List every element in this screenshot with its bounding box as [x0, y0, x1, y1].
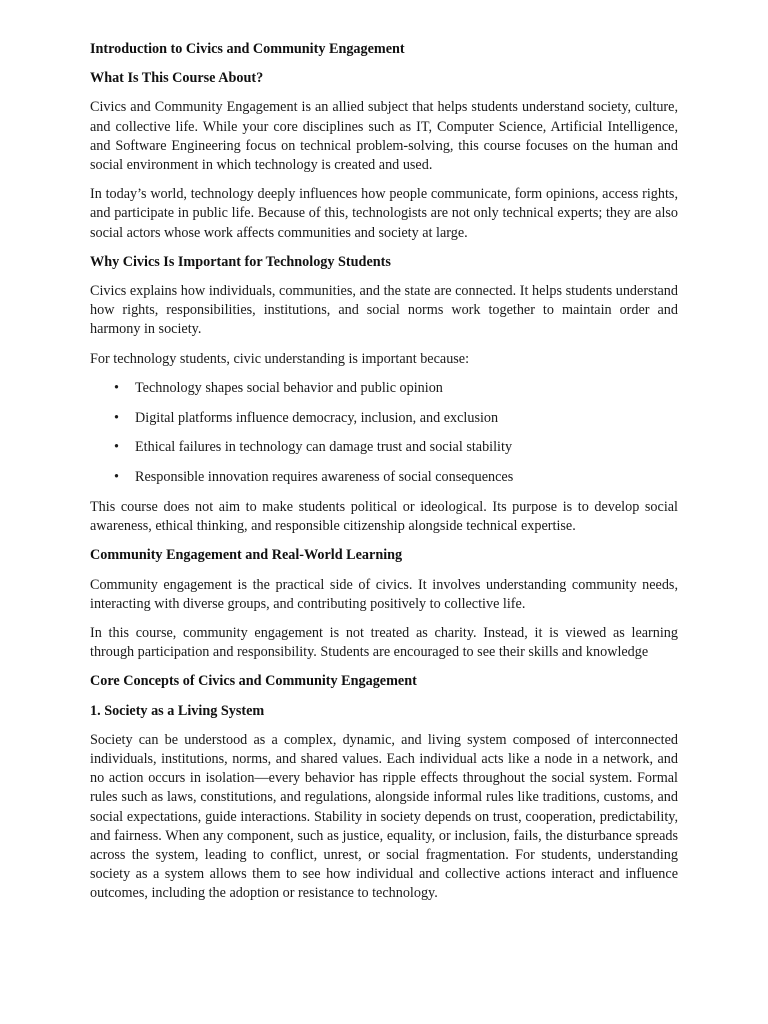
document-page	[90, 40, 678, 914]
paragraph: Community engagement is the practical side of civics. It involves understanding community needs, interacting with diverse groups, and contributing positively to collective life.	[90, 576, 678, 612]
bullet-icon: •	[114, 439, 119, 456]
section-heading-course-about: What Is This Course About?	[90, 70, 264, 87]
list-item	[90, 438, 678, 457]
list-item-text: Technology shapes social behavior and public opinion	[135, 379, 443, 396]
paragraph: For technology students, civic understanding is important because:	[90, 350, 470, 367]
list-item-text: Responsible innovation requires awareness of social consequences	[135, 469, 514, 486]
bullet-list	[90, 379, 678, 488]
list-item	[90, 379, 678, 398]
subsection-heading-living-system: 1. Society as a Living System	[90, 702, 265, 719]
paragraph: Civics and Community Engagement is an allied subject that helps students understand society, culture, and collective life. While your core disciplines such as IT, Computer Science, Artificial Intelligence, and Software Engineering focus on technical problem-solving, this course focuses on the human and social environment in which technology is created and used.	[90, 99, 678, 174]
paragraph: In today’s world, technology deeply influences how people communicate, form opinions, access rights, and participate in public life. Because of this, technologists are not only technical experts; they are also social actors whose work affects communities and society at large.	[90, 186, 678, 241]
section-heading-why-civics: Why Civics Is Important for Technology Students	[90, 253, 391, 270]
list-item	[90, 409, 678, 428]
document-title: Introduction to Civics and Community Engagement	[90, 41, 405, 57]
bullet-icon: •	[114, 469, 119, 486]
list-item-text: Digital platforms influence democracy, inclusion, and exclusion	[135, 409, 499, 426]
list-item	[90, 468, 678, 487]
bullet-icon: •	[114, 409, 119, 426]
list-item-text: Ethical failures in technology can damage trust and social stability	[135, 439, 513, 456]
section-heading-community-engagement: Community Engagement and Real-World Learning	[90, 547, 403, 564]
paragraph: In this course, community engagement is not treated as charity. Instead, it is viewed as learning through participation and responsibility. Students are encouraged to see their skills and knowledge	[90, 625, 678, 661]
paragraph: This course does not aim to make students political or ideological. Its purpose is to develop social awareness, ethical thinking, and responsible citizenship alongside technical expertise.	[90, 499, 678, 535]
paragraph: Society can be understood as a complex, dynamic, and living system composed of interconnected individuals, institutions, norms, and shared values. Each individual acts like a node in a network, and no action occurs in isolation—every behavior has ripple effects throughout the social system. Formal rules such as laws, constitutions, and regulations, alongside informal rules like traditions, customs, and social expectations, guide interactions. Stability in society depends on trust, cooperation, predictability, and fairness. When any component, such as justice, equality, or inclusion, fails, the disturbance spreads across the system, leading to conflict, unrest, or social fragmentation. For students, understanding society as a system allows them to see how individual and collective actions interact and influence outcomes, including the adoption or resistance to technology.	[90, 731, 678, 902]
section-heading-core-concepts: Core Concepts of Civics and Community Engagement	[90, 673, 417, 690]
paragraph: Civics explains how individuals, communities, and the state are connected. It helps students understand how rights, responsibilities, institutions, and social norms work together to maintain order and harmony in society.	[90, 283, 678, 338]
bullet-icon: •	[114, 379, 119, 396]
